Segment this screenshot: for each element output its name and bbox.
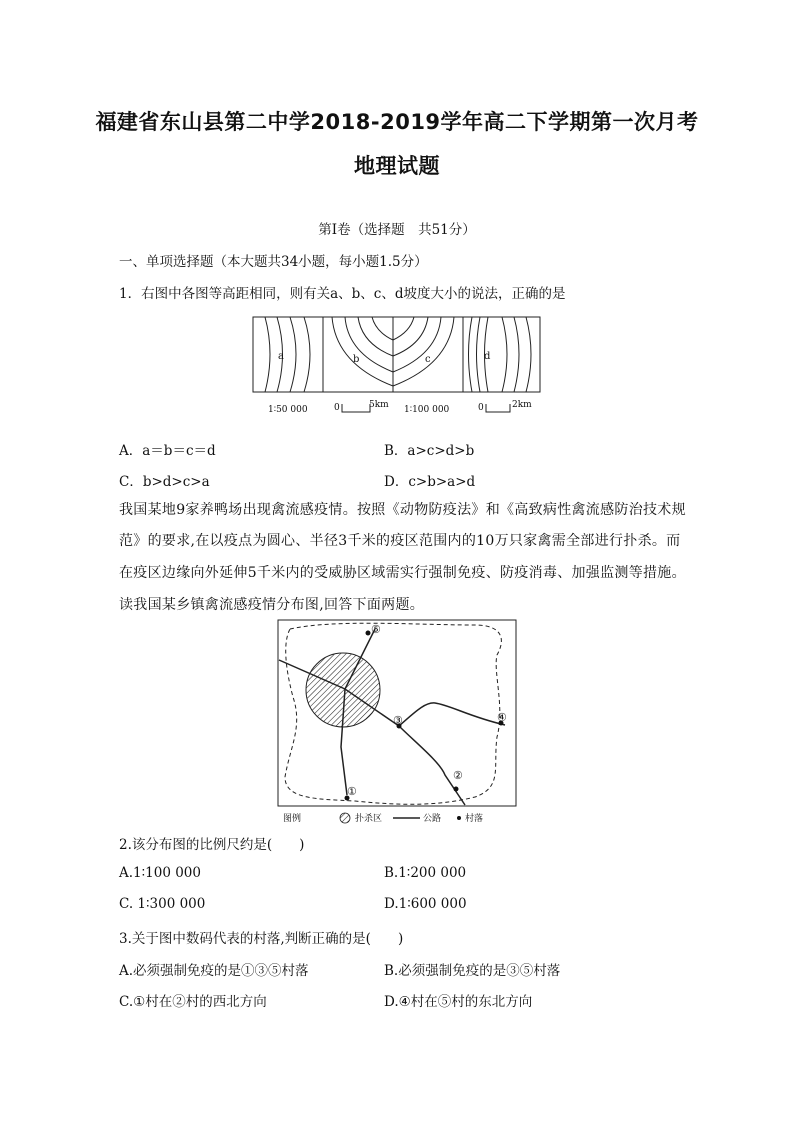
passage-line-2: 范》的要求,在以疫点为圆心、半径3千米的疫区范围内的10万只家禽需全部进行扑杀。而 — [119, 533, 681, 549]
question-1-stem: 1．右图中各图等高距相同，则有关a、b、c、d坡度大小的说法，正确的是 — [119, 286, 566, 302]
part-header: 一、单项选择题（本大题共34小题，每小题1.5分） — [119, 254, 428, 270]
village-label-1: ① — [347, 785, 357, 798]
panel-label-a: a — [278, 351, 284, 362]
panel-label-d: d — [484, 351, 491, 362]
scale-label-mid: 1∶100 000 — [404, 405, 450, 415]
question-1-option-d: D．c>b>a>d — [384, 474, 476, 490]
question-1-option-c: C．b>d>c>a — [119, 474, 210, 490]
panel-label-c: c — [425, 354, 431, 365]
legend-village-symbol — [457, 816, 461, 820]
question-1-option-a: A．a＝b＝c＝d — [119, 443, 216, 459]
village-5-dot — [366, 631, 371, 636]
question-3-option-a: A.必须强制免疫的是①③⑤村落 — [119, 963, 309, 979]
passage-line-1: 我国某地9家养鸭场出现禽流感疫情。按照《动物防疫法》和《高致病性禽流感防治技术规 — [119, 502, 686, 518]
village-label-4: ④ — [497, 711, 507, 724]
document-title: 福建省东山县第二中学2018-2019学年高二下学期第一次月考 — [95, 110, 699, 134]
village-label-2: ② — [453, 769, 463, 782]
question-3-option-d: D.④村在⑤村的东北方向 — [384, 994, 533, 1010]
legend-village-label: 村落 — [465, 814, 484, 824]
question-2-stem: 2.该分布图的比例尺约是( ) — [119, 837, 305, 853]
passage-line-3: 在疫区边缘向外延伸5千米内的受威胁区域需实行强制免疫、防疫消毒、加强监测等措施。 — [119, 565, 686, 581]
legend-road-label: 公路 — [423, 814, 442, 824]
section-header: 第Ⅰ卷（选择题 共51分） — [318, 222, 476, 238]
scale-bar-1-end: 5km — [369, 400, 389, 410]
question-2-option-b: B.1∶200 000 — [384, 865, 467, 881]
panel-a-frame — [253, 317, 323, 392]
scale-bar-2-end: 2km — [512, 400, 532, 410]
legend-cull-label: 扑杀区 — [355, 814, 383, 824]
question-2-option-c: C. 1∶300 000 — [119, 896, 206, 912]
scale-bar-1-start: 0 — [334, 403, 340, 413]
contour-figure — [250, 312, 545, 422]
question-2-option-a: A.1∶100 000 — [119, 865, 201, 881]
question-1-option-b: B．a>c>d>b — [384, 443, 475, 459]
village-label-3: ③ — [393, 714, 403, 727]
question-3-option-b: B.必须强制免疫的是③⑤村落 — [384, 963, 561, 979]
village-2-dot — [454, 787, 459, 792]
legend-cull-symbol — [340, 813, 350, 823]
question-3-stem: 3.关于图中数码代表的村落,判断正确的是( ) — [119, 931, 404, 947]
document-subtitle: 地理试题 — [354, 154, 440, 178]
panel-label-b: b — [353, 354, 360, 365]
village-label-5: ⑤ — [371, 623, 381, 636]
scale-label-left: 1∶50 000 — [268, 405, 308, 415]
passage-line-4: 读我国某乡镇禽流感疫情分布图,回答下面两题。 — [119, 597, 425, 613]
scale-bar-2-start: 0 — [478, 403, 484, 413]
question-2-option-d: D.1∶600 000 — [384, 896, 467, 912]
question-3-option-c: C.①村在②村的西北方向 — [119, 994, 267, 1010]
legend-title: 图例 — [283, 814, 302, 824]
roads — [279, 629, 505, 805]
epidemic-map — [275, 617, 520, 827]
